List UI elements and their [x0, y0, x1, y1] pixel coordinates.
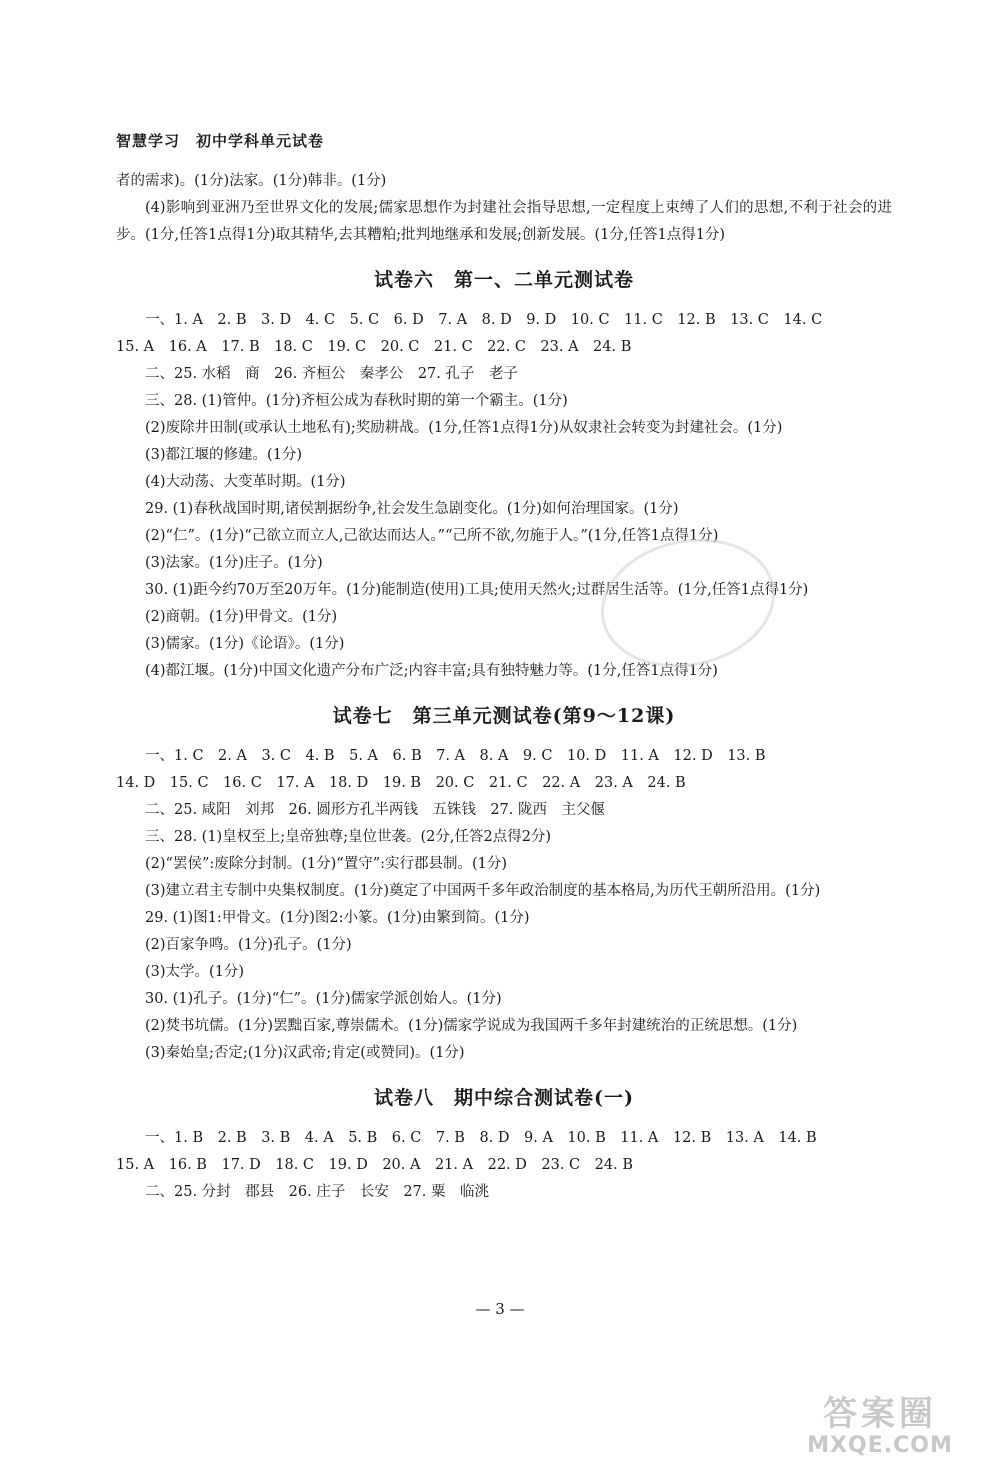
s6-q30-3: (3)儒家。(1分)《论语》。(1分)	[145, 636, 345, 652]
section-8-title: 试卷八 期中综合测试卷(一)	[374, 1087, 634, 1109]
s6-q29-2: (2)“仁”。(1分)“己欲立而立人,己欲达而达人。”“己所不欲,勿施于人。”(1分,任答1点得1分)	[145, 528, 719, 544]
s7-q30-2: (2)焚书坑儒。(1分)罢黜百家,尊崇儒术。(1分)儒家学说成为我国两千多年封建统治的正统思想。(1分)	[145, 1018, 798, 1034]
s6-q30-2: (2)商朝。(1分)甲骨文。(1分)	[145, 609, 338, 625]
section-7-title: 试卷七 第三单元测试卷(第9～12课)	[332, 705, 676, 727]
section-6-title: 试卷六 第一、二单元测试卷	[373, 269, 634, 291]
s6-mc-line-1: 一、1. A 2. B 3. D 4. C 5. C 6. D 7. A 8. D 9. D 10. C 11. C 12. B 13. C 14. C	[145, 312, 823, 328]
s8-fill-line: 二、25. 分封 郡县 26. 庄子 长安 27. 粟 临洮	[145, 1184, 490, 1200]
s6-q30-1: 30. (1)距今约70万至20万年。(1分)能制造(使用)工具;使用天然火;过群居生活等。(1分,任答1点得1分)	[145, 582, 809, 598]
s7-q29-2: (2)百家争鸣。(1分)孔子。(1分)	[145, 937, 352, 953]
s6-mc-line-2: 15. A 16. A 17. B 18. C 19. C 20. C 21. C 22. C 23. A 24. B	[116, 339, 632, 355]
watermark-bottom-text: MXQE.COM	[807, 1433, 953, 1458]
s6-q29-1: 29. (1)春秋战国时期,诸侯割据纷争,社会发生急剧变化。(1分)如何治理国家。(1分)	[145, 501, 679, 517]
s7-q28-3: (3)建立君主专制中央集权制度。(1分)奠定了中国两千多年政治制度的基本格局,为历代王朝所沿用。(1分)	[145, 883, 821, 899]
s7-q29-3: (3)太学。(1分)	[145, 964, 245, 980]
s6-q28-4: (4)大动荡、大变革时期。(1分)	[145, 474, 346, 490]
running-header: 智慧学习 初中学科单元试卷	[116, 132, 325, 150]
s7-q28-1: 三、28. (1)皇权至上;皇帝独尊;皇位世袭。(2分,任答2点得2分)	[145, 829, 552, 845]
s6-q30-4: (4)都江堰。(1分)中国文化遗产分布广泛;内容丰富;具有独特魅力等。(1分,任答1点得1分)	[145, 663, 718, 679]
s7-mc-line-1: 一、1. C 2. A 3. C 4. B 5. A 6. B 7. A 8. A 9. C 10. D 11. A 12. D 13. B	[145, 748, 766, 764]
s8-mc-line-1: 一、1. B 2. B 3. B 4. A 5. B 6. C 7. B 8. D 9. A 10. B 11. A 12. B 13. A 14. B	[145, 1130, 817, 1146]
intro-line-1: 者的需求)。(1分)法家。(1分)韩非。(1分)	[116, 173, 387, 189]
s7-q30-3: (3)秦始皇;否定;(1分)汉武帝;肯定(或赞同)。(1分)	[145, 1045, 465, 1061]
page-number: — 3 —	[475, 1300, 525, 1318]
s6-q29-3: (3)法家。(1分)庄子。(1分)	[145, 555, 323, 571]
s6-fill-line: 二、25. 水稻 商 26. 齐桓公 秦孝公 27. 孔子 老子	[145, 366, 519, 382]
intro-paragraph-2: (4)影响到亚洲乃至世界文化的发展;儒家思想作为封建社会指导思想,一定程度上束缚了人们的思想,不利于社会的进步。(1分,任答1点得1分)取其精华,去其糟粕;批判地继承和发展;创新发展。(1分,任答1点得1分)	[116, 200, 892, 243]
s7-mc-line-2: 14. D 15. C 16. C 17. A 18. D 19. B 20. C 21. C 22. A 23. A 24. B	[116, 775, 686, 791]
s7-q30-1: 30. (1)孔子。(1分)“仁”。(1分)儒家学派创始人。(1分)	[145, 991, 502, 1007]
watermark-top-text: 答案圈	[823, 1394, 937, 1434]
watermark-logo	[790, 1395, 970, 1465]
s8-mc-line-2: 15. A 16. B 17. D 18. C 19. D 20. A 21. A 22. D 23. C 24. B	[116, 1157, 633, 1173]
s6-q28-1: 三、28. (1)管仲。(1分)齐桓公成为春秋时期的第一个霸主。(1分)	[145, 393, 568, 409]
s6-q28-3: (3)都江堰的修建。(1分)	[145, 447, 303, 463]
s7-q28-2: (2)“罢侯”:废除分封制。(1分)“置守”:实行郡县制。(1分)	[145, 856, 508, 872]
content	[116, 168, 892, 1206]
s7-fill-line: 二、25. 咸阳 刘邦 26. 圆形方孔半两钱 五铢钱 27. 陇西 主父偃	[145, 802, 606, 818]
s7-q29-1: 29. (1)图1:甲骨文。(1分)图2:小篆。(1分)由繁到简。(1分)	[145, 910, 530, 926]
s6-q28-2: (2)废除井田制(或承认土地私有);奖励耕战。(1分,任答1点得1分)从奴隶社会转变为封建社会。(1分)	[145, 420, 783, 436]
